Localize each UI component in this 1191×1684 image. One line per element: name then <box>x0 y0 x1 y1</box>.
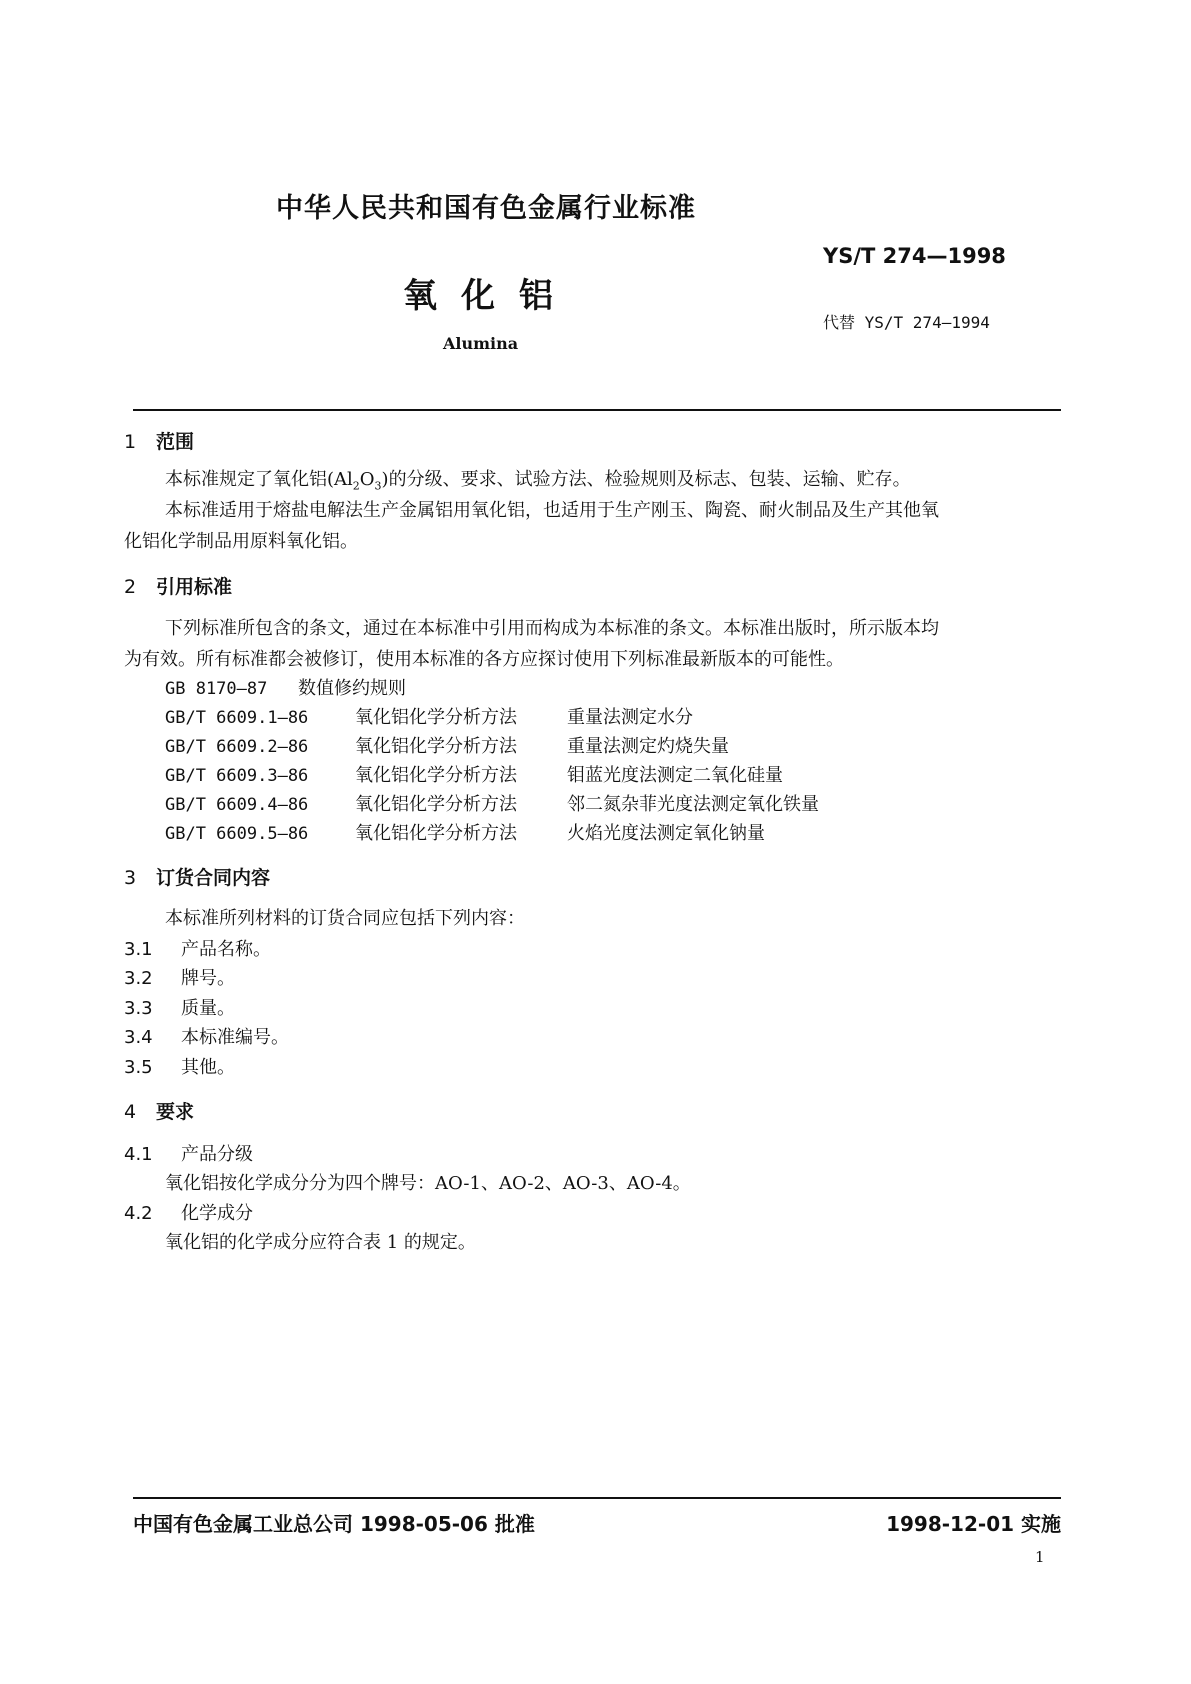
reference-name: 氧化铝化学分析方法 <box>355 707 517 728</box>
item-text: 质量。 <box>181 998 235 1019</box>
reference-code: GB/T 6609.4—86 <box>165 795 309 815</box>
reference-item <box>165 819 765 845</box>
item-number: 4.1 <box>124 1144 153 1165</box>
reference-description: 火焰光度法测定氧化钠量 <box>567 823 765 844</box>
section-title: 范围 <box>156 431 195 453</box>
reference-item <box>165 732 729 758</box>
section-2-paragraph-line-2: 为有效。所有标准都会被修订，使用本标准的各方应探讨使用下列标准最新版本的可能性。 <box>124 649 844 670</box>
section-2-heading <box>124 572 232 599</box>
reference-item <box>165 674 406 700</box>
section-number: 2 <box>124 576 137 598</box>
section-3-intro: 本标准所列材料的订货合同应包括下列内容： <box>165 908 525 929</box>
item-text: 其他。 <box>181 1057 235 1078</box>
section-3-heading <box>124 863 270 890</box>
section-1-paragraph-2-line-1: 本标准适用于熔盐电解法生产金属铝用氧化铝，也适用于生产刚玉、陶瓷、耐火制品及生产其他氧 <box>165 500 939 521</box>
list-item <box>124 1023 289 1049</box>
reference-code: GB/T 6609.2—86 <box>165 737 309 757</box>
item-number: 3.3 <box>124 998 153 1019</box>
subsection-4-1-text: 氧化铝按化学成分分为四个牌号：AO-1、AO-2、AO-3、AO-4。 <box>165 1173 691 1194</box>
reference-description: 钼蓝光度法测定二氧化硅量 <box>567 765 783 786</box>
reference-item <box>165 703 693 729</box>
reference-name: 氧化铝化学分析方法 <box>355 736 517 757</box>
reference-item <box>165 761 783 787</box>
item-number: 3.2 <box>124 968 153 989</box>
list-item <box>124 935 271 961</box>
section-2-paragraph-line-1: 下列标准所包含的条文，通过在本标准中引用而构成为本标准的条文。本标准出版时，所示版本均 <box>165 618 939 639</box>
item-text: 本标准编号。 <box>181 1027 289 1048</box>
reference-name: 氧化铝化学分析方法 <box>355 823 517 844</box>
reference-name: 数值修约规则 <box>298 678 406 699</box>
list-item <box>124 1053 235 1079</box>
section-number: 4 <box>124 1101 137 1123</box>
list-item <box>124 994 235 1020</box>
subsection-title: 产品分级 <box>181 1144 253 1165</box>
reference-description: 重量法测定灼烧失量 <box>567 736 729 757</box>
issuing-organization: 中华人民共和国有色金属行业标准 <box>276 193 696 224</box>
effective-date: 1998-12-01 实施 <box>886 1512 1061 1536</box>
reference-code: GB/T 6609.1—86 <box>165 708 309 728</box>
reference-code: GB 8170—87 <box>165 679 268 699</box>
subsection-title: 化学成分 <box>181 1203 253 1224</box>
reference-code: GB/T 6609.5—86 <box>165 824 309 844</box>
text-run: )的分级、要求、试验方法、检验规则及标志、包装、运输、贮存。 <box>381 469 911 490</box>
reference-name: 氧化铝化学分析方法 <box>355 765 517 786</box>
reference-code: GB/T 6609.3—86 <box>165 766 309 786</box>
item-number: 3.5 <box>124 1057 153 1078</box>
section-number: 3 <box>124 867 137 889</box>
reference-description: 重量法测定水分 <box>567 707 693 728</box>
header-divider <box>133 409 1061 411</box>
text-run: 本标准规定了氧化铝(Al <box>165 469 353 490</box>
document-title-english: Alumina <box>443 334 519 353</box>
subscript: 2 <box>352 479 360 493</box>
item-number: 3.1 <box>124 939 153 960</box>
reference-item <box>165 790 819 816</box>
list-item <box>124 964 235 990</box>
footer-divider <box>133 1497 1061 1499</box>
section-number: 1 <box>124 431 137 453</box>
subscript: 3 <box>374 479 382 493</box>
section-title: 订货合同内容 <box>156 867 271 889</box>
section-title: 要求 <box>156 1101 195 1123</box>
subsection-4-1-heading <box>124 1140 253 1166</box>
replaces-standard: 代替 YS/T 274—1994 <box>823 313 990 332</box>
section-4-heading <box>124 1097 194 1124</box>
approval-statement: 中国有色金属工业总公司 1998-05-06 批准 <box>133 1512 535 1536</box>
item-number: 3.4 <box>124 1027 153 1048</box>
item-number: 4.2 <box>124 1203 153 1224</box>
section-1-paragraph-1 <box>165 465 911 493</box>
reference-description: 邻二氮杂菲光度法测定氧化铁量 <box>567 794 819 815</box>
reference-name: 氧化铝化学分析方法 <box>355 794 517 815</box>
item-text: 产品名称。 <box>181 939 271 960</box>
section-1-paragraph-2-line-2: 化铝化学制品用原料氧化铝。 <box>124 531 358 552</box>
page-number: 1 <box>1035 1548 1045 1566</box>
section-title: 引用标准 <box>156 576 233 598</box>
item-text: 牌号。 <box>181 968 235 989</box>
document-title: 氧化铝 <box>403 276 577 316</box>
subsection-4-2-heading <box>124 1199 253 1225</box>
subsection-4-2-text: 氧化铝的化学成分应符合表 1 的规定。 <box>165 1232 476 1253</box>
text-run: O <box>359 469 375 490</box>
standard-number: YS/T 274—1998 <box>823 244 1006 268</box>
section-1-heading <box>124 427 194 454</box>
